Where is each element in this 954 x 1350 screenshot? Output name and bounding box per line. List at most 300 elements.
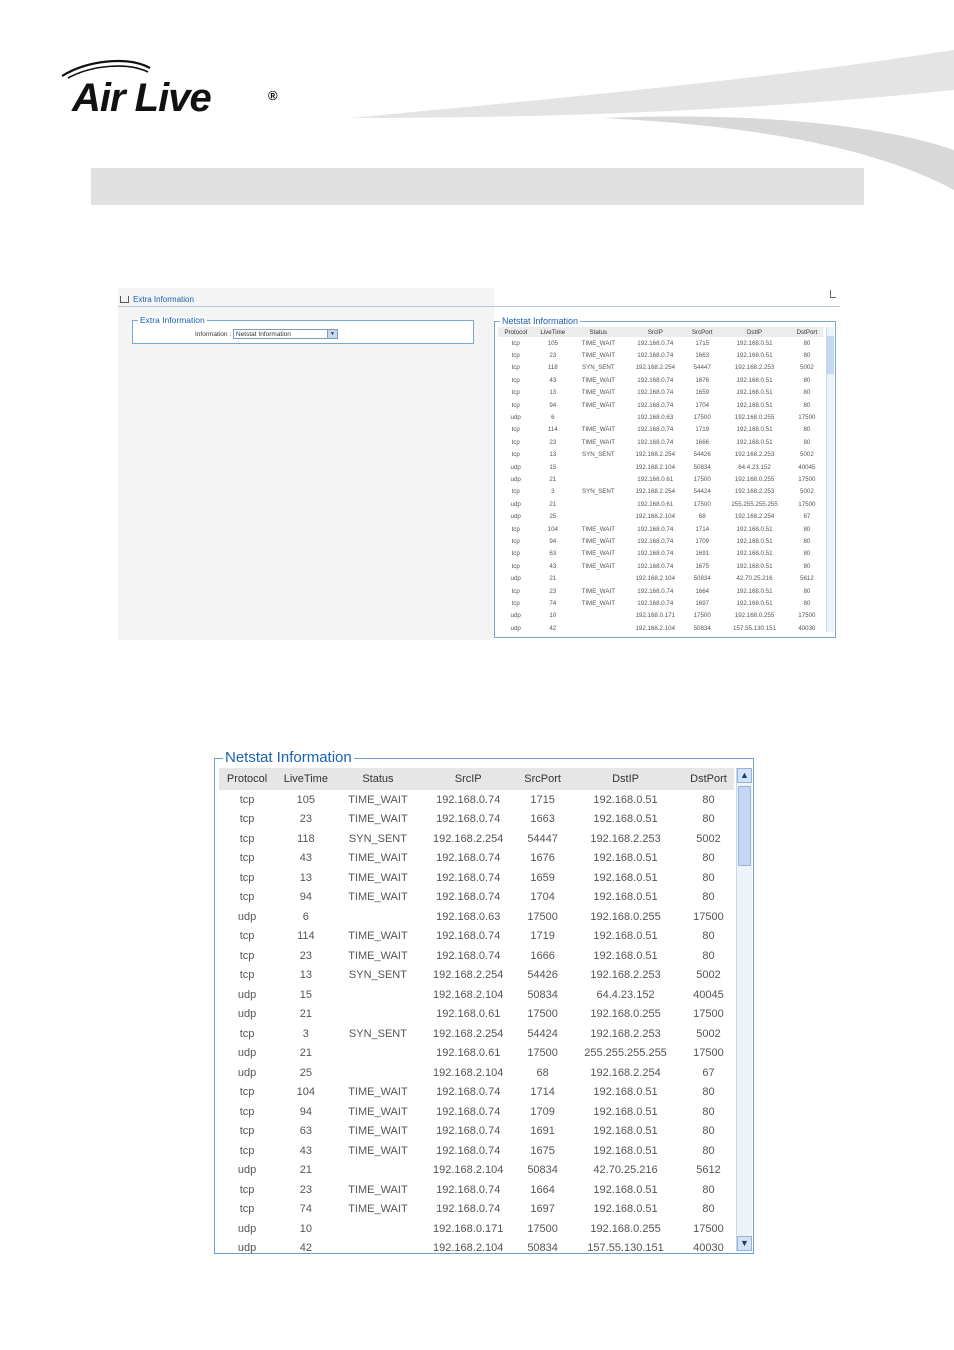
table-cell: udp [510,414,521,422]
table-cell: 23 [299,949,312,962]
table-cell: TIME_WAIT [348,1183,408,1196]
table-cell: 104 [547,525,558,533]
table-row [498,411,823,423]
table-cell [337,1044,420,1064]
table-cell: 192.168.0.51 [736,599,773,607]
scroll-thumb-small[interactable] [827,336,834,374]
table-cell: 13 [549,389,557,397]
table-cell: 23 [549,438,557,446]
table-cell: 17500 [527,1222,558,1235]
table-cell: 192.168.0.74 [436,1203,501,1216]
table-cell: 1691 [695,550,710,558]
table-cell: 192.168.0.51 [736,426,773,434]
table-cell: 192.168.2.104 [433,988,504,1001]
table-cell: udp [510,475,521,483]
table-cell: SYN_SENT [581,488,615,496]
scrollbar-small[interactable] [826,327,834,632]
table-cell: TIME_WAIT [581,562,616,570]
table-row [498,473,823,485]
table-row [498,349,823,361]
table-cell: tcp [239,1144,255,1157]
table-row [219,1044,734,1064]
table-cell: 192.168.2.104 [635,624,676,632]
netstat-table-large [219,768,734,1258]
table-cell: TIME_WAIT [581,587,616,595]
table-row [498,597,823,609]
table-cell: tcp [511,352,520,360]
table-cell: 94 [549,537,557,545]
table-cell: tcp [239,1105,255,1118]
table-cell: 1714 [530,1086,555,1099]
table-cell: 17500 [693,910,724,923]
table-cell: 54426 [527,969,558,982]
table-cell: 10 [299,1222,312,1235]
table-cell: 5612 [696,1164,721,1177]
registered-mark: ® [268,88,278,103]
table-cell: 1719 [695,426,710,434]
table-row [219,829,734,849]
table-cell: 1691 [530,1125,555,1138]
table-cell: 21 [549,475,557,483]
table-cell: 17500 [527,1008,558,1021]
table-cell: tcp [239,1027,255,1040]
table-cell: 25 [549,513,557,521]
table-cell: SYN_SENT [581,364,615,372]
table-cell: tcp [511,562,520,570]
table-cell: udp [237,1164,257,1177]
table-cell: 67 [803,513,811,521]
table-row [219,1200,734,1220]
table-cell: udp [237,1066,257,1079]
table-row [219,888,734,908]
table-cell: 64.4.23.152 [738,463,771,471]
table-cell: 192.168.0.51 [593,1086,658,1099]
table-cell: tcp [239,949,255,962]
table-cell: 105 [296,793,316,806]
table-cell: 17500 [693,1008,724,1021]
table-cell [337,1239,420,1259]
table-row [219,1005,734,1025]
table-cell: 17500 [798,612,816,620]
table-row [498,498,823,510]
table-cell: 192.168.0.74 [436,1086,501,1099]
table-cell [572,622,624,634]
table-cell: 63 [549,550,557,558]
table-cell [337,1063,420,1083]
table-cell: udp [510,463,521,471]
scroll-up-icon[interactable]: ▲ [737,768,752,783]
table-cell: 192.168.0.51 [736,525,773,533]
column-header: Status [572,327,624,337]
table-cell: 1704 [530,891,555,904]
table-cell: 67 [702,1066,715,1079]
table-cell: 80 [803,401,811,409]
table-cell: 80 [803,599,811,607]
table-row [219,1063,734,1083]
table-cell: TIME_WAIT [348,891,408,904]
table-cell: 42 [549,624,557,632]
table-row [498,436,823,448]
table-row [219,1083,734,1103]
table-cell: 192.168.0.51 [593,949,658,962]
table-cell: 192.168.0.171 [433,1222,504,1235]
table-cell: 192.168.0.61 [436,1008,501,1021]
table-cell: tcp [511,550,520,558]
table-cell: tcp [511,389,520,397]
table-cell: tcp [239,832,255,845]
table-cell: tcp [239,1125,255,1138]
table-cell: 17500 [693,1222,724,1235]
table-cell: 255.255.255.255 [584,1047,667,1060]
table-row [498,585,823,597]
column-header: LiveTime [275,768,336,790]
table-row [498,572,823,584]
table-cell: TIME_WAIT [581,401,616,409]
table-row [498,424,823,436]
table-row [219,790,734,810]
table-cell: 80 [803,587,811,595]
column-header: DstIP [568,768,683,790]
table-cell: TIME_WAIT [581,550,616,558]
table-cell: 192.168.0.51 [593,793,658,806]
table-cell: TIME_WAIT [348,793,408,806]
table-cell: 255.255.255.255 [731,500,778,508]
table-cell: 192.168.0.255 [734,612,775,620]
table-cell: 63 [299,1125,312,1138]
table-cell: udp [237,1222,257,1235]
netstat-fieldset-small [494,316,836,638]
table-cell: 192.168.0.74 [637,537,674,545]
table-cell: 5002 [696,832,721,845]
table-cell: 17500 [693,612,711,620]
table-cell: 192.168.0.255 [734,414,775,422]
table-cell: 80 [803,525,811,533]
table-cell: 1715 [530,793,555,806]
table-cell: 192.168.2.254 [433,1027,504,1040]
table-cell: tcp [239,852,255,865]
table-row [219,907,734,927]
table-cell: 23 [299,1183,312,1196]
column-header: DstPort [683,768,734,790]
table-cell: TIME_WAIT [348,852,408,865]
table-cell [337,985,420,1005]
table-cell: 17500 [527,910,558,923]
table-cell: TIME_WAIT [581,537,616,545]
table-cell: 23 [549,352,557,360]
table-cell: 43 [549,562,557,570]
table-cell: 192.168.2.104 [635,575,676,583]
table-cell: 192.168.2.253 [734,451,775,459]
table-cell: 40030 [693,1242,724,1255]
table-cell: 1664 [530,1183,555,1196]
table-cell: 42 [299,1242,312,1255]
table-cell: 17500 [693,475,711,483]
table-cell: 80 [702,1105,715,1118]
table-cell: 5002 [800,364,814,372]
table-cell: tcp [511,376,520,384]
breadcrumb[interactable] [120,295,194,304]
table-cell: 68 [698,513,706,521]
table-cell: TIME_WAIT [581,438,616,446]
table-cell: 192.168.0.51 [593,1203,658,1216]
table-cell: TIME_WAIT [348,871,408,884]
table-row [498,486,823,498]
table-cell: 192.168.0.74 [637,550,674,558]
table-cell: TIME_WAIT [581,525,616,533]
table-cell: 192.168.0.51 [593,1144,658,1157]
table-cell: 80 [702,1086,715,1099]
table-cell: tcp [511,401,520,409]
table-cell: 118 [297,832,315,845]
breadcrumb-label: Extra Information [133,295,194,304]
table-cell: 192.168.0.74 [637,376,674,384]
table-row [498,548,823,560]
table-cell: tcp [511,599,520,607]
table-cell: 192.168.0.74 [436,1105,501,1118]
table-cell: SYN_SENT [348,832,407,845]
table-cell: 192.168.0.61 [637,475,674,483]
table-cell: 192.168.0.51 [736,339,773,347]
table-cell: 40030 [798,624,816,632]
table-cell: 42.70.25.216 [593,1164,658,1177]
table-row [498,610,823,622]
table-cell: 192.168.2.104 [635,463,676,471]
table-cell: tcp [511,339,520,347]
table-cell: 192.168.0.74 [436,949,501,962]
table-cell: 118 [547,364,558,372]
airlive-logo [58,58,288,120]
table-cell: TIME_WAIT [348,813,408,826]
corner-icon [830,290,836,298]
table-cell: udp [510,612,521,620]
table-cell: 17500 [798,500,816,508]
table-cell: tcp [511,364,520,372]
table-cell: TIME_WAIT [581,376,616,384]
table-cell: tcp [239,1086,255,1099]
table-cell: tcp [511,488,520,496]
table-cell: 94 [299,1105,312,1118]
table-cell: tcp [511,451,520,459]
table-cell: 21 [549,575,557,583]
column-header: DstIP [718,327,790,337]
table-cell: 80 [803,562,811,570]
table-cell: 80 [702,1144,715,1157]
table-cell: 192.168.2.254 [635,451,676,459]
table-row [219,1024,734,1044]
table-cell: 192.168.0.63 [436,910,501,923]
table-cell: 17500 [798,414,816,422]
table-cell: udp [237,1008,257,1021]
table-cell: 80 [702,793,715,806]
table-cell: 192.168.0.51 [736,537,773,545]
table-cell: 192.168.0.51 [593,1105,658,1118]
table-cell: 114 [297,930,315,943]
table-row [219,1180,734,1200]
netstat-legend-small: Netstat Information [502,316,579,326]
table-cell: tcp [511,426,520,434]
table-cell: 114 [547,426,558,434]
table-cell: 54447 [693,364,711,372]
table-cell: 1666 [695,438,710,446]
table-cell: 192.168.0.61 [637,500,674,508]
table-cell: 192.168.0.51 [593,930,658,943]
table-cell: 192.168.0.51 [736,562,773,570]
table-cell: udp [237,910,257,923]
table-cell: tcp [239,930,255,943]
table-cell: 105 [547,339,558,347]
table-cell: 80 [702,891,715,904]
table-cell: 1659 [530,871,555,884]
table-cell: 80 [803,339,811,347]
table-cell: 192.168.2.104 [433,1242,504,1255]
table-cell: 13 [299,871,312,884]
table-cell: 157.55.130.151 [733,624,777,632]
table-cell: 192.168.2.253 [590,832,661,845]
table-header-row [219,768,734,790]
table-cell: SYN_SENT [348,1027,407,1040]
table-cell: TIME_WAIT [348,1125,408,1138]
table-cell: 50834 [527,1164,558,1177]
ui-screenshot [118,288,840,640]
table-cell: 43 [299,1144,312,1157]
table-cell: 1675 [695,562,710,570]
table-cell: 50834 [527,988,558,1001]
column-header: SrcPort [686,327,718,337]
table-cell: 192.168.2.104 [433,1164,504,1177]
table-cell: 54424 [693,488,711,496]
table-cell: 192.168.0.51 [593,1183,658,1196]
table-cell: 192.168.0.74 [637,401,674,409]
extra-info-fieldset [132,315,474,344]
table-cell: 192.168.0.61 [436,1047,501,1060]
logo-text: Air Live [72,76,211,120]
table-cell: tcp [511,537,520,545]
table-cell: SYN_SENT [348,969,407,982]
table-cell: 3 [302,1027,309,1040]
table-cell: 157.55.130.151 [587,1242,664,1255]
table-row [219,1161,734,1181]
table-cell: tcp [239,1183,255,1196]
table-cell: 1715 [695,339,710,347]
table-cell: 21 [299,1008,312,1021]
scroll-down-icon[interactable]: ▼ [737,1236,752,1251]
chevron-down-icon[interactable]: ▼ [327,330,337,338]
table-cell: 74 [549,599,557,607]
table-cell: 80 [702,930,715,943]
table-cell: 17500 [693,500,711,508]
table-cell: 54447 [527,832,558,845]
table-cell: 1675 [530,1144,555,1157]
table-row [219,1102,734,1122]
table-cell: 192.168.0.74 [436,813,501,826]
table-cell: 1664 [695,587,710,595]
table-cell: 13 [299,969,312,982]
table-cell: 192.168.0.74 [637,339,674,347]
table-cell: 192.168.0.74 [637,525,674,533]
table-cell: udp [510,575,521,583]
table-cell: udp [510,624,521,632]
table-cell: 192.168.0.51 [736,550,773,558]
table-row [498,523,823,535]
table-cell: 50834 [693,575,711,583]
table-cell: 192.168.2.253 [590,969,661,982]
table-cell: TIME_WAIT [348,1144,408,1157]
table-cell: 80 [803,537,811,545]
table-cell: tcp [239,813,255,826]
table-row [219,868,734,888]
table-cell: udp [237,1242,257,1255]
table-cell: 192.168.2.253 [734,364,775,372]
table-cell: 192.168.0.255 [590,910,661,923]
table-cell: 50834 [693,463,711,471]
table-cell: 192.168.0.51 [736,438,773,446]
table-cell: 192.168.2.254 [433,969,504,982]
table-cell: 192.168.0.63 [637,414,674,422]
table-row [498,622,823,634]
table-cell: 192.168.0.255 [734,475,775,483]
table-cell: udp [510,500,521,508]
table-cell: 192.168.0.74 [637,562,674,570]
table-cell: 43 [549,376,557,384]
table-cell: 192.168.0.74 [436,930,501,943]
table-cell: 1709 [530,1105,555,1118]
table-cell: tcp [239,793,255,806]
table-row [219,810,734,830]
table-row [498,560,823,572]
table-cell: 104 [296,1086,316,1099]
table-cell: TIME_WAIT [581,339,616,347]
table-cell: 40045 [798,463,816,471]
table-cell: tcp [239,969,255,982]
table-cell: tcp [511,438,520,446]
table-cell: 1659 [695,389,710,397]
table-cell: 64.4.23.152 [596,988,655,1001]
table-cell: TIME_WAIT [348,1105,408,1118]
table-cell: 80 [803,438,811,446]
table-cell: 192.168.0.51 [593,891,658,904]
table-cell: 192.168.0.51 [593,871,658,884]
table-cell: 1663 [695,352,710,360]
table-cell: 1676 [530,852,555,865]
table-cell: 80 [702,1203,715,1216]
table-cell: TIME_WAIT [348,1086,408,1099]
table-cell: 192.168.0.74 [436,1144,501,1157]
table-cell: 5002 [800,451,814,459]
table-cell: 1709 [695,537,710,545]
table-cell: 192.168.0.51 [736,389,773,397]
table-cell: 80 [803,352,811,360]
table-cell [572,510,624,522]
information-select-value: Netstat Information [236,331,291,338]
column-header: SrcIP [419,768,517,790]
table-cell: TIME_WAIT [581,599,616,607]
table-cell: 74 [299,1203,312,1216]
table-cell: 54426 [693,451,711,459]
table-row [219,946,734,966]
table-cell: 17500 [798,475,816,483]
table-cell: 23 [299,813,312,826]
table-cell: 1666 [530,949,555,962]
scroll-thumb-large[interactable] [738,786,751,866]
table-cell: 3 [551,488,555,496]
information-select[interactable] [233,329,338,339]
table-cell: 192.168.2.253 [590,1027,661,1040]
table-cell: 192.168.0.74 [436,793,501,806]
table-cell: 94 [299,891,312,904]
table-cell: 192.168.2.104 [635,513,676,521]
table-cell: tcp [239,871,255,884]
scrollbar-large[interactable] [736,768,752,1251]
